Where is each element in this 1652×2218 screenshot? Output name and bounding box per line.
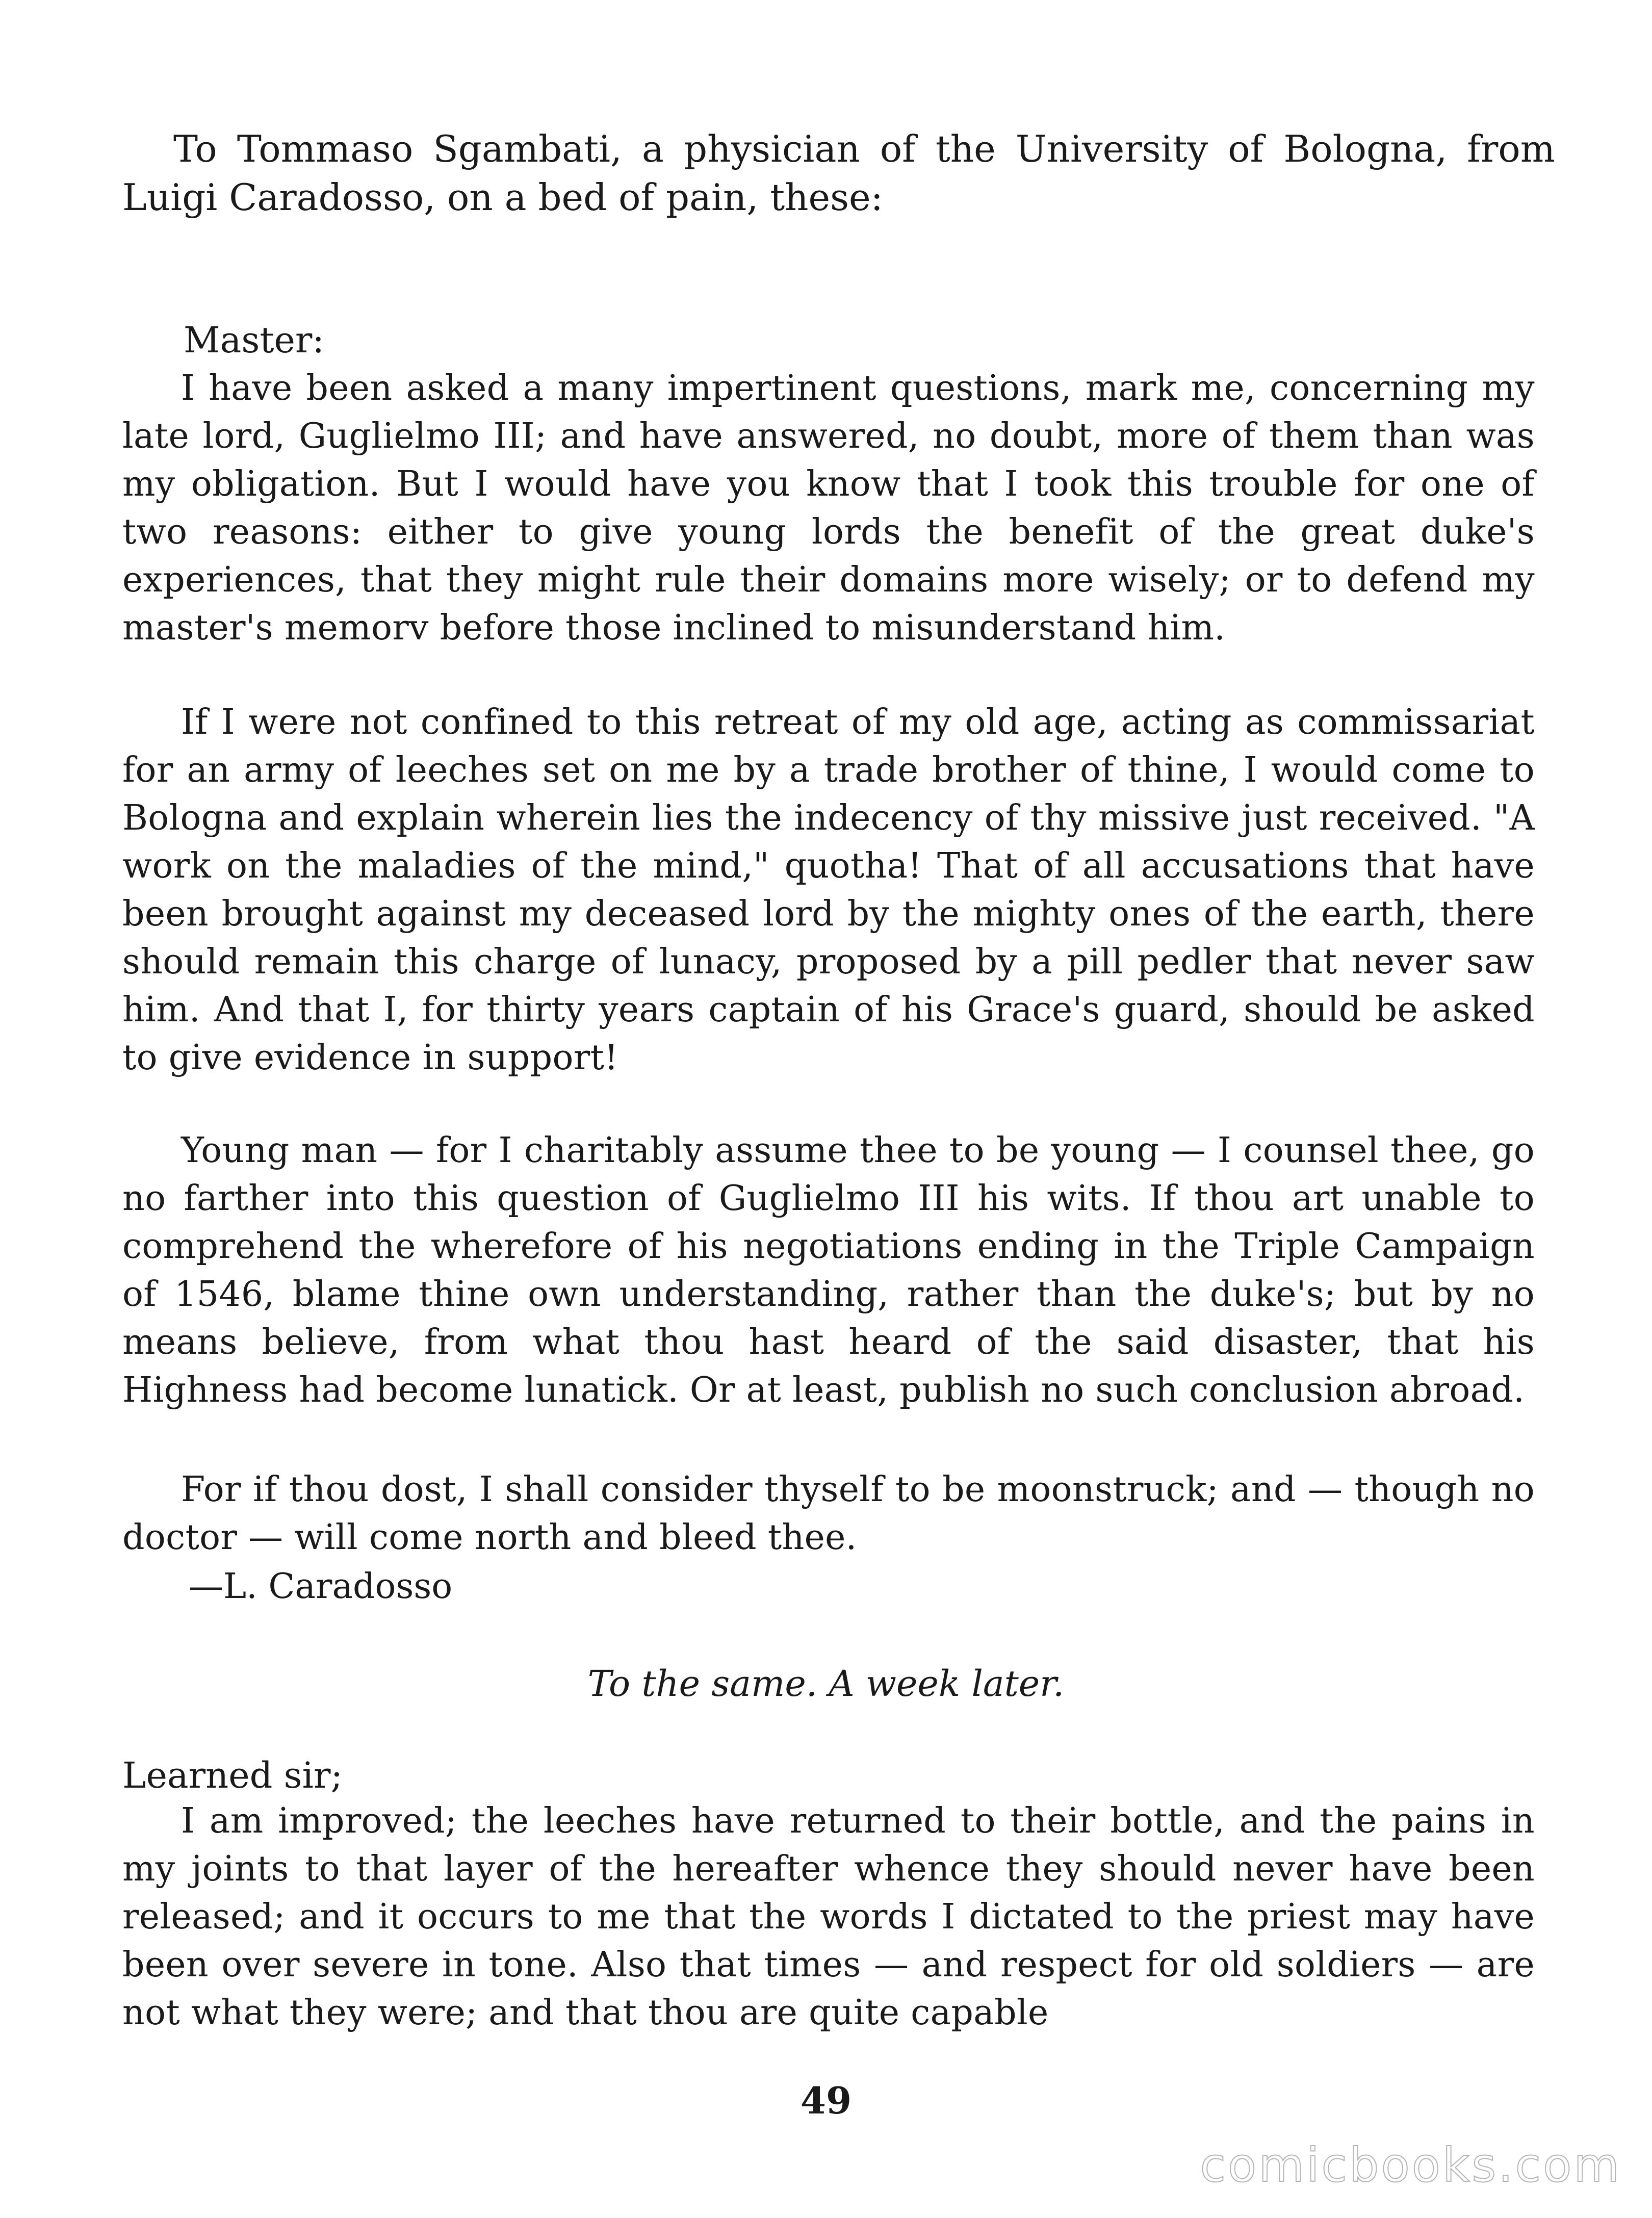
letter1-signature: —L. Caradosso <box>189 1566 453 1607</box>
page-number: 49 <box>800 2079 852 2122</box>
letter1-paragraph-3: Young man — for I charitably assume thee to be young — I counsel thee, go no farther into this question of Guglielmo III his wits. If thou art unable to comprehend the wherefore of his negotiations ending in the Triple Campaign of 1546, blame thine own understanding, rather than the duke's; but by no means believe, from what thou hast heard of the said disaster, that his Highness had become lunatick. Or at least, publish no such conclusion abroad. <box>122 1130 1535 1410</box>
letter2-paragraph-1: I am improved; the leeches have returned to their bottle, and the pains in my joints to that layer of the hereafter whence they should never have been released; and it occurs to me that the words I dictated to the priest may have been over severe in tone. Also that times — and respect for old soldiers — are not what they were; and that thou are quite capable <box>122 1801 1535 2033</box>
letter-heading: To Tommaso Sgambati, a physician of the University of Bologna, from Luigi Caradosso, on a bed of pain, these: <box>122 127 1555 219</box>
watermark-logo: comicbooks.com <box>1200 2138 1621 2193</box>
letter1-salutation: Master: <box>184 319 324 361</box>
section-title: To the same. A week later. <box>587 1663 1065 1705</box>
letter1-paragraph-4: For if thou dost, I shall consider thyself to be moonstruck; and — though no doctor — will come north and bleed thee. <box>122 1469 1535 1558</box>
letter1-paragraph-2: If I were not confined to this retreat of my old age, acting as commissariat for an army of leeches set on me by a trade brother of thine, I would come to Bologna and explain wherein lies the indecency of thy missive just received. "A work on the maladies of the mind," quotha! That of all accusations that have been brought against my deceased lord by the mighty ones of the earth, there should remain this charge of lunacy, proposed by a pill pedler that never saw him. And that I, for thirty years captain of his Grace's guard, should be asked to give evidence in support! <box>122 702 1535 1078</box>
letter1-paragraph-1: I have been asked a many impertinent questions, mark me, concerning my late lord, Guglielmo III; and have answered, no doubt, more of them than was my obligation. But I would have you know that I took this trouble for one of two reasons: either to give young lords the benefit of the great duke's experiences, that they might rule their domains more wisely; or to defend my master's memorv before those inclined to misunderstand him. <box>122 368 1535 648</box>
letter2-salutation: Learned sir; <box>122 1755 343 1796</box>
